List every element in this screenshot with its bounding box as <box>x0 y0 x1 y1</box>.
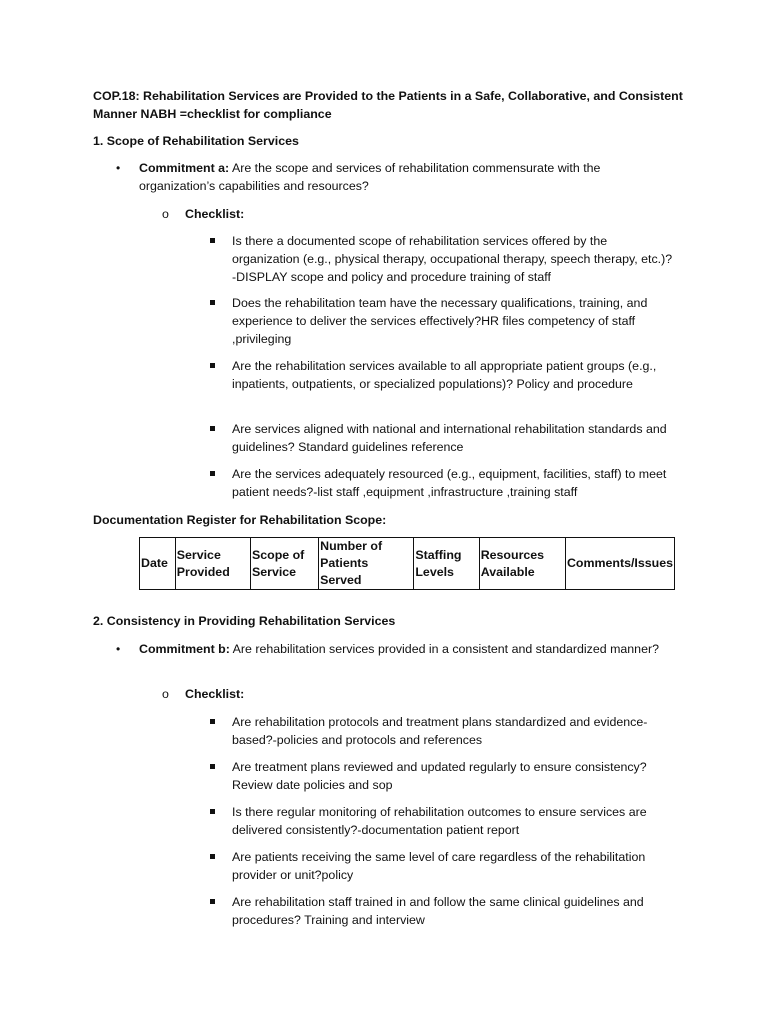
circle-bullet: o <box>162 207 169 221</box>
commitment-a-label: Commitment a: <box>139 161 230 175</box>
square-bullet <box>210 854 215 859</box>
section-2-heading: 2. Consistency in Providing Rehabilitation Services <box>93 614 396 628</box>
commitment-b <box>139 640 679 658</box>
square-bullet <box>210 809 215 814</box>
checklist-label: Checklist: <box>185 207 245 221</box>
column-header: Number of Patients Served <box>319 538 414 590</box>
square-bullet <box>210 764 215 769</box>
column-header: Scope of Service <box>250 538 318 590</box>
checklist-item: Are rehabilitation protocols and treatment plans standardized and evidence-based?-policies and protocols and references <box>232 715 648 747</box>
section-1-heading: 1. Scope of Rehabilitation Services <box>93 134 299 148</box>
column-header: Service Provided <box>175 538 250 590</box>
square-bullet <box>210 426 215 431</box>
square-bullet <box>210 363 215 368</box>
documentation-register-table <box>139 537 675 590</box>
disc-bullet: • <box>116 161 121 175</box>
square-bullet <box>210 719 215 724</box>
circle-bullet: o <box>162 687 169 701</box>
checklist-item: Is there a documented scope of rehabilitation services offered by the organization (e.g., physical therapy, occupational therapy, speech therapy, etc.)?-DISPLAY scope and policy and procedure training of staff <box>232 234 673 284</box>
checklist-item: Are rehabilitation staff trained in and follow the same clinical guidelines and procedures? Training and interview <box>232 895 644 927</box>
table-header-row <box>140 538 675 590</box>
disc-bullet: • <box>116 642 121 656</box>
commitment-b-text: Are rehabilitation services provided in a consistent and standardized manner? <box>229 642 659 656</box>
checklist-item: Are the services adequately resourced (e.g., equipment, facilities, staff) to meet patient needs?-list staff ,equipment ,infrastructure ,training staff <box>232 467 667 499</box>
square-bullet <box>210 471 215 476</box>
checklist-item: Does the rehabilitation team have the necessary qualifications, training, and experience to deliver the services effectively?HR files competency of staff ,privileging <box>232 296 648 346</box>
column-header: Staffing Levels <box>414 538 479 590</box>
commitment-a-text: Are the scope and services of rehabilitation commensurate with the organization’s capabilities and resources? <box>139 161 601 193</box>
checklist-item: Is there regular monitoring of rehabilitation outcomes to ensure services are delivered consistently?-documentation patient report <box>232 805 647 837</box>
page-title: COP.18: Rehabilitation Services are Provided to the Patients in a Safe, Collaborative, and Consistent Manner NABH =checklist for compliance <box>93 89 683 121</box>
checklist-item: Are treatment plans reviewed and updated regularly to ensure consistency? Review date policies and sop <box>232 760 647 792</box>
column-header: Date <box>140 538 176 590</box>
checklist-item: Are services aligned with national and international rehabilitation standards and guidelines? Standard guidelines reference <box>232 422 667 454</box>
square-bullet <box>210 899 215 904</box>
column-header: Comments/Issues <box>565 538 674 590</box>
commitment-b-label: Commitment b: <box>139 642 230 656</box>
commitment-a <box>139 159 679 195</box>
column-header: Resources Available <box>479 538 565 590</box>
register-heading: Documentation Register for Rehabilitation Scope: <box>93 513 387 527</box>
checklist-label: Checklist: <box>185 687 245 701</box>
square-bullet <box>210 300 215 305</box>
checklist-item: Are patients receiving the same level of care regardless of the rehabilitation provider or unit?policy <box>232 850 646 882</box>
square-bullet <box>210 238 215 243</box>
checklist-item: Are the rehabilitation services available to all appropriate patient groups (e.g., inpatients, outpatients, or specialized populations)? Policy and procedure <box>232 359 657 391</box>
